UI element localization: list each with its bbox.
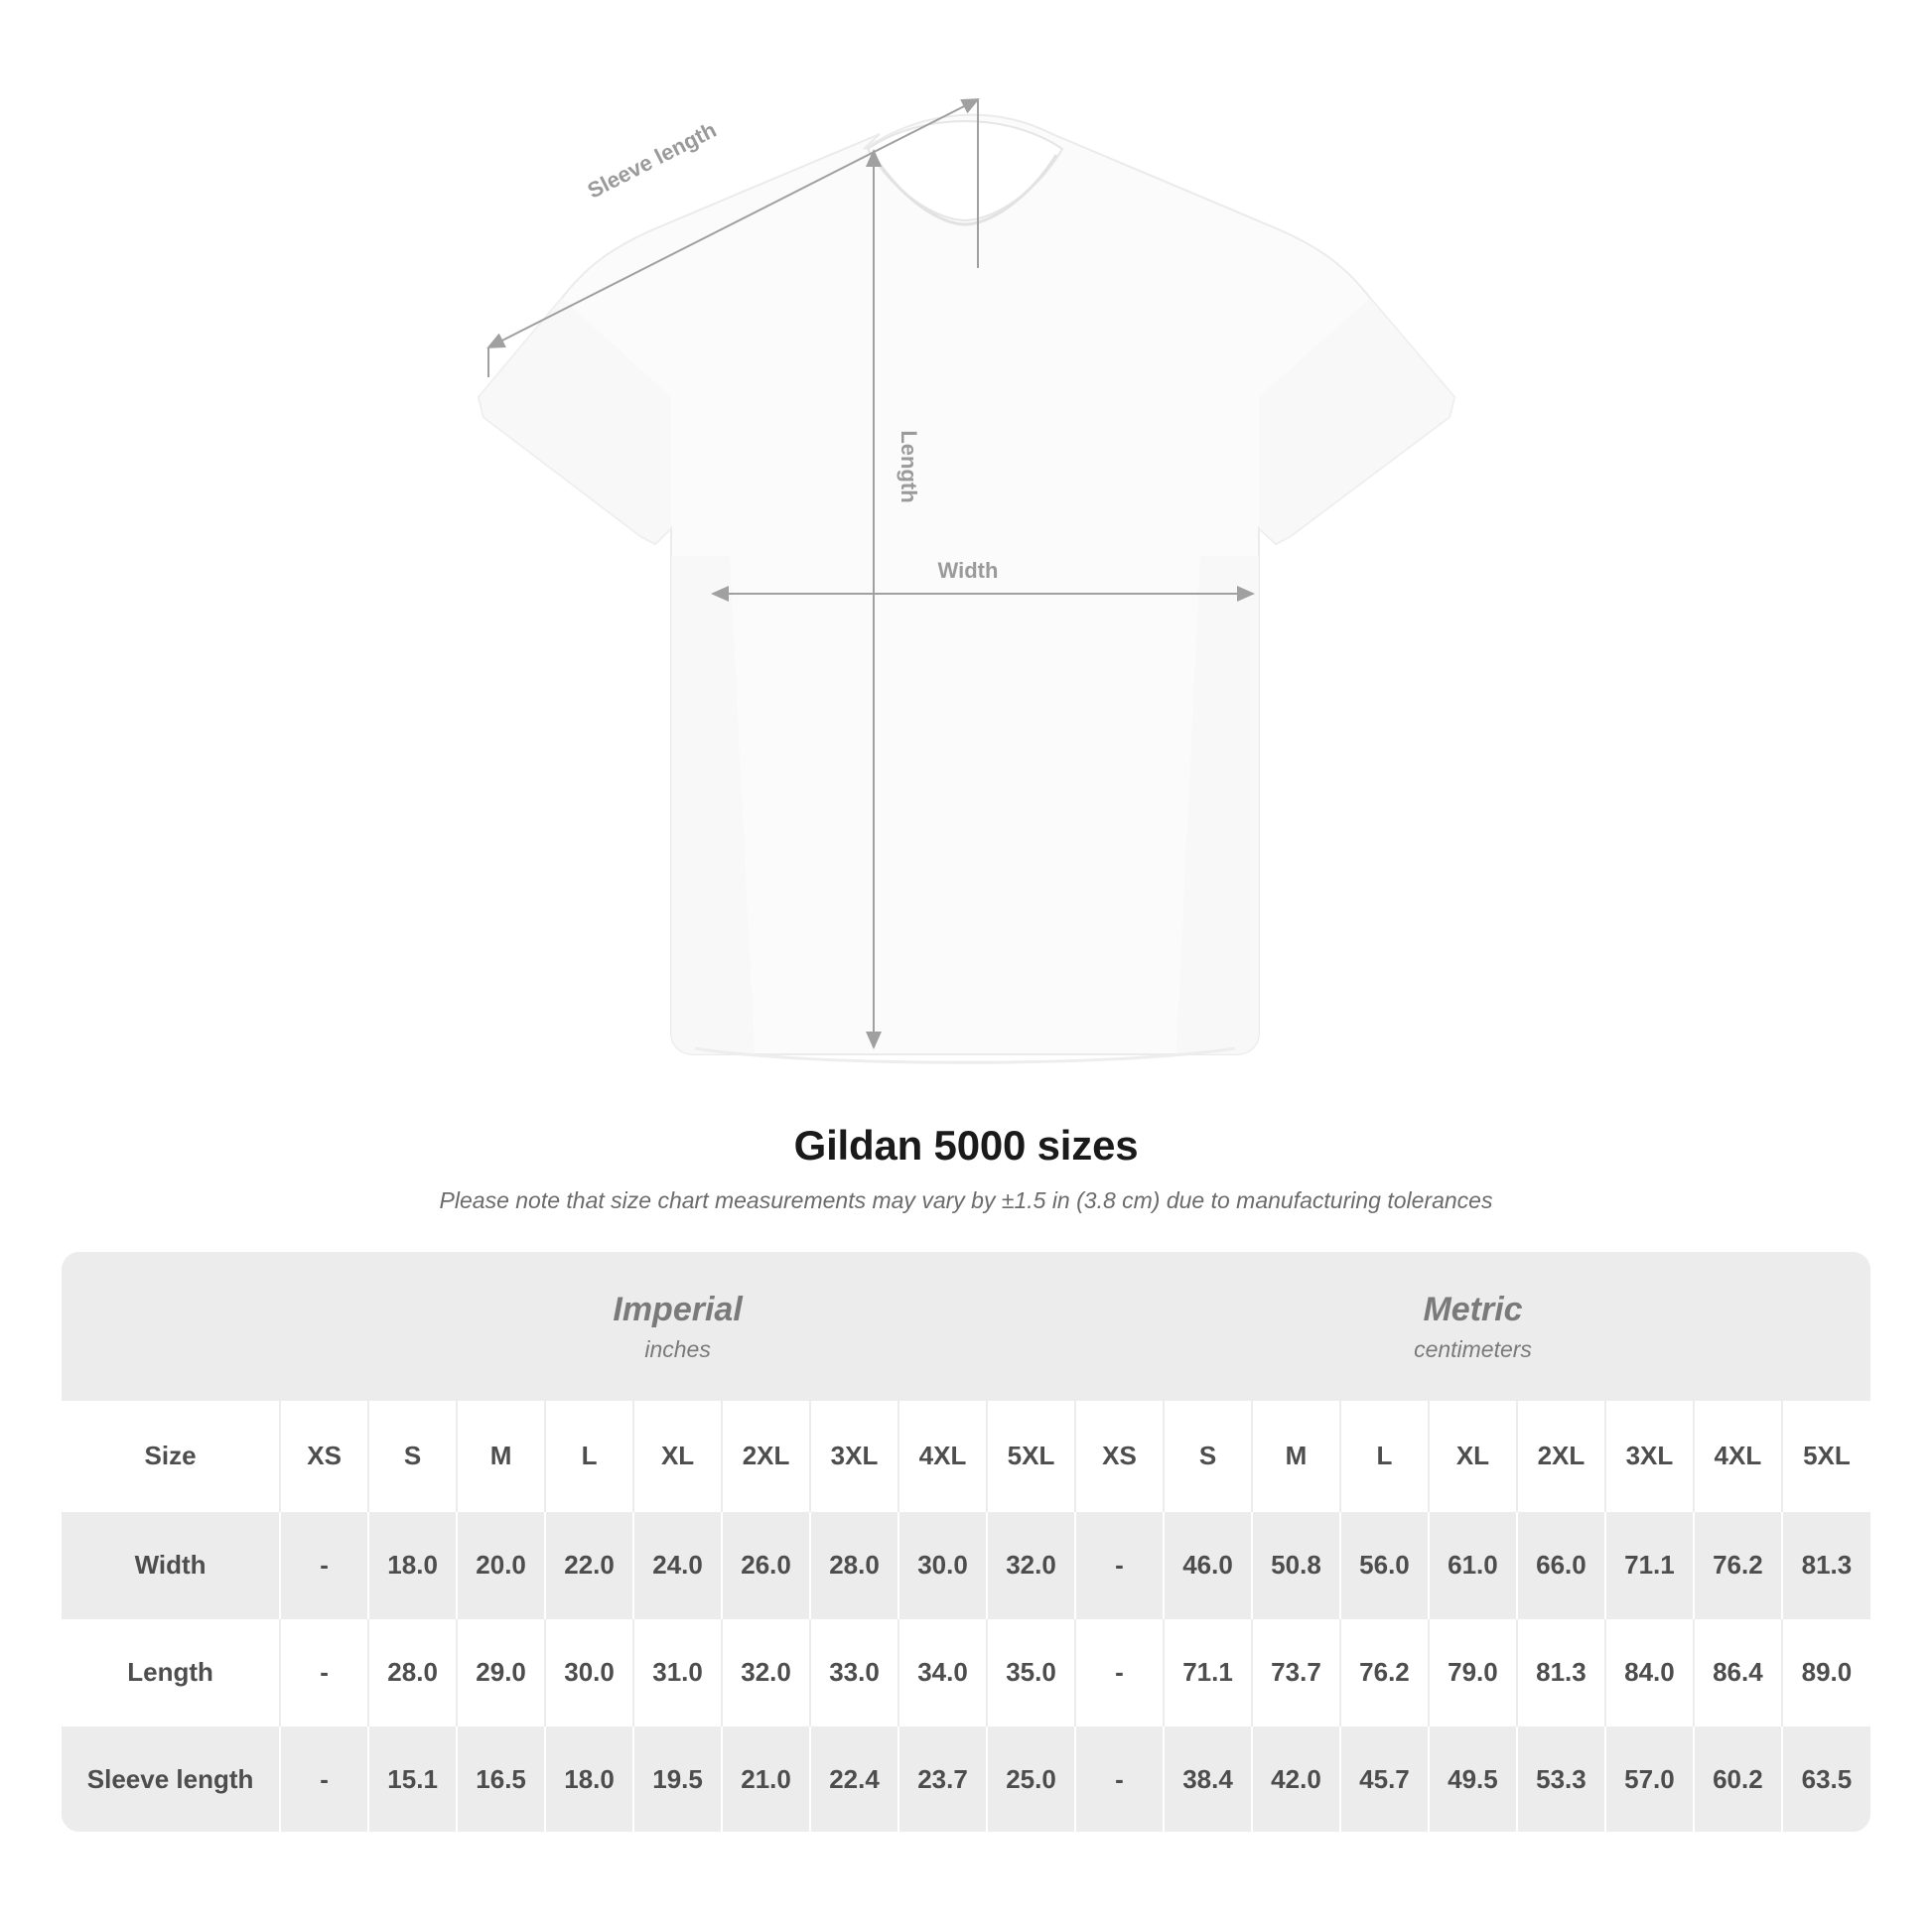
cell-sleeve-5xl-metric: 63.5 [1782, 1725, 1870, 1832]
column-header-2xl-imperial: 2XL [722, 1401, 810, 1511]
cell-width-2xl-metric: 66.0 [1517, 1511, 1605, 1618]
cell-width-4xl-metric: 76.2 [1694, 1511, 1782, 1618]
cell-sleeve-xs-metric: - [1075, 1725, 1164, 1832]
row-label-sleeve-length: Sleeve length [62, 1725, 280, 1832]
table-row [62, 1618, 1870, 1725]
cell-sleeve-s-metric: 38.4 [1164, 1725, 1252, 1832]
cell-length-s-imperial: 28.0 [368, 1618, 457, 1725]
cell-sleeve-2xl-imperial: 21.0 [722, 1725, 810, 1832]
cell-sleeve-5xl-imperial: 25.0 [987, 1725, 1075, 1832]
cell-width-s-metric: 46.0 [1164, 1511, 1252, 1618]
row-label-length: Length [62, 1618, 280, 1725]
tshirt-shape [479, 115, 1454, 1063]
column-header-s-metric: S [1164, 1401, 1252, 1511]
column-header-size: Size [62, 1401, 280, 1511]
cell-length-xs-imperial: - [280, 1618, 368, 1725]
column-header-m-imperial: M [457, 1401, 545, 1511]
column-header-xs-metric: XS [1075, 1401, 1164, 1511]
cell-sleeve-s-imperial: 15.1 [368, 1725, 457, 1832]
title-block [0, 1122, 1932, 1214]
cell-sleeve-4xl-imperial: 23.7 [898, 1725, 987, 1832]
cell-length-xl-metric: 79.0 [1429, 1618, 1517, 1725]
cell-width-xl-metric: 61.0 [1429, 1511, 1517, 1618]
cell-length-l-imperial: 30.0 [545, 1618, 633, 1725]
cell-width-3xl-metric: 71.1 [1605, 1511, 1694, 1618]
cell-width-5xl-imperial: 32.0 [987, 1511, 1075, 1618]
cell-width-5xl-metric: 81.3 [1782, 1511, 1870, 1618]
cell-length-5xl-imperial: 35.0 [987, 1618, 1075, 1725]
unit-header-spacer [62, 1252, 280, 1401]
column-header-5xl-metric: 5XL [1782, 1401, 1870, 1511]
column-header-4xl-metric: 4XL [1694, 1401, 1782, 1511]
cell-sleeve-xs-imperial: - [280, 1725, 368, 1832]
cell-length-2xl-metric: 81.3 [1517, 1618, 1605, 1725]
unit-sub-imperial: inches [644, 1335, 711, 1362]
cell-length-3xl-metric: 84.0 [1605, 1618, 1694, 1725]
cell-width-4xl-imperial: 30.0 [898, 1511, 987, 1618]
unit-header-metric [1075, 1252, 1870, 1401]
cell-length-l-metric: 76.2 [1340, 1618, 1429, 1725]
column-header-5xl-imperial: 5XL [987, 1401, 1075, 1511]
column-header-3xl-metric: 3XL [1605, 1401, 1694, 1511]
cell-length-4xl-imperial: 34.0 [898, 1618, 987, 1725]
column-header-xl-imperial: XL [633, 1401, 722, 1511]
width-label: Width [937, 558, 999, 583]
table-row [62, 1511, 1870, 1618]
cell-sleeve-xl-imperial: 19.5 [633, 1725, 722, 1832]
table-row [62, 1725, 1870, 1832]
cell-sleeve-xl-metric: 49.5 [1429, 1725, 1517, 1832]
column-header-3xl-imperial: 3XL [810, 1401, 898, 1511]
cell-width-l-imperial: 22.0 [545, 1511, 633, 1618]
size-table [62, 1252, 1870, 1832]
cell-sleeve-2xl-metric: 53.3 [1517, 1725, 1605, 1832]
cell-width-l-metric: 56.0 [1340, 1511, 1429, 1618]
size-header-row [62, 1401, 1870, 1511]
unit-name-metric: Metric [1423, 1291, 1523, 1329]
cell-length-xs-metric: - [1075, 1618, 1164, 1725]
cell-width-xs-metric: - [1075, 1511, 1164, 1618]
column-header-l-metric: L [1340, 1401, 1429, 1511]
page-title: Gildan 5000 sizes [793, 1122, 1139, 1169]
column-header-xs-imperial: XS [280, 1401, 368, 1511]
cell-length-4xl-metric: 86.4 [1694, 1618, 1782, 1725]
cell-width-xl-imperial: 24.0 [633, 1511, 722, 1618]
cell-width-m-metric: 50.8 [1252, 1511, 1340, 1618]
tolerance-note: Please note that size chart measurements may vary by ±1.5 in (3.8 cm) due to manufacturing tolerances [439, 1187, 1493, 1213]
cell-length-s-metric: 71.1 [1164, 1618, 1252, 1725]
column-header-l-imperial: L [545, 1401, 633, 1511]
cell-length-2xl-imperial: 32.0 [722, 1618, 810, 1725]
column-header-xl-metric: XL [1429, 1401, 1517, 1511]
cell-width-xs-imperial: - [280, 1511, 368, 1618]
sleeve-length-label: Sleeve length [583, 116, 721, 204]
cell-width-3xl-imperial: 28.0 [810, 1511, 898, 1618]
cell-sleeve-l-imperial: 18.0 [545, 1725, 633, 1832]
cell-sleeve-3xl-metric: 57.0 [1605, 1725, 1694, 1832]
cell-sleeve-4xl-metric: 60.2 [1694, 1725, 1782, 1832]
cell-length-5xl-metric: 89.0 [1782, 1618, 1870, 1725]
unit-header-row [62, 1252, 1870, 1401]
cell-sleeve-m-metric: 42.0 [1252, 1725, 1340, 1832]
cell-length-3xl-imperial: 33.0 [810, 1618, 898, 1725]
size-table-wrapper [62, 1252, 1870, 1832]
length-label: Length [897, 430, 921, 503]
cell-length-m-imperial: 29.0 [457, 1618, 545, 1725]
cell-sleeve-l-metric: 45.7 [1340, 1725, 1429, 1832]
cell-sleeve-3xl-imperial: 22.4 [810, 1725, 898, 1832]
cell-length-m-metric: 73.7 [1252, 1618, 1340, 1725]
unit-name-imperial: Imperial [613, 1291, 743, 1329]
column-header-2xl-metric: 2XL [1517, 1401, 1605, 1511]
cell-width-2xl-imperial: 26.0 [722, 1511, 810, 1618]
cell-sleeve-m-imperial: 16.5 [457, 1725, 545, 1832]
unit-header-imperial [280, 1252, 1075, 1401]
column-header-m-metric: M [1252, 1401, 1340, 1511]
column-header-4xl-imperial: 4XL [898, 1401, 987, 1511]
cell-length-xl-imperial: 31.0 [633, 1618, 722, 1725]
column-header-s-imperial: S [368, 1401, 457, 1511]
unit-sub-metric: centimeters [1414, 1335, 1532, 1362]
row-label-width: Width [62, 1511, 280, 1618]
cell-width-m-imperial: 20.0 [457, 1511, 545, 1618]
cell-width-s-imperial: 18.0 [368, 1511, 457, 1618]
